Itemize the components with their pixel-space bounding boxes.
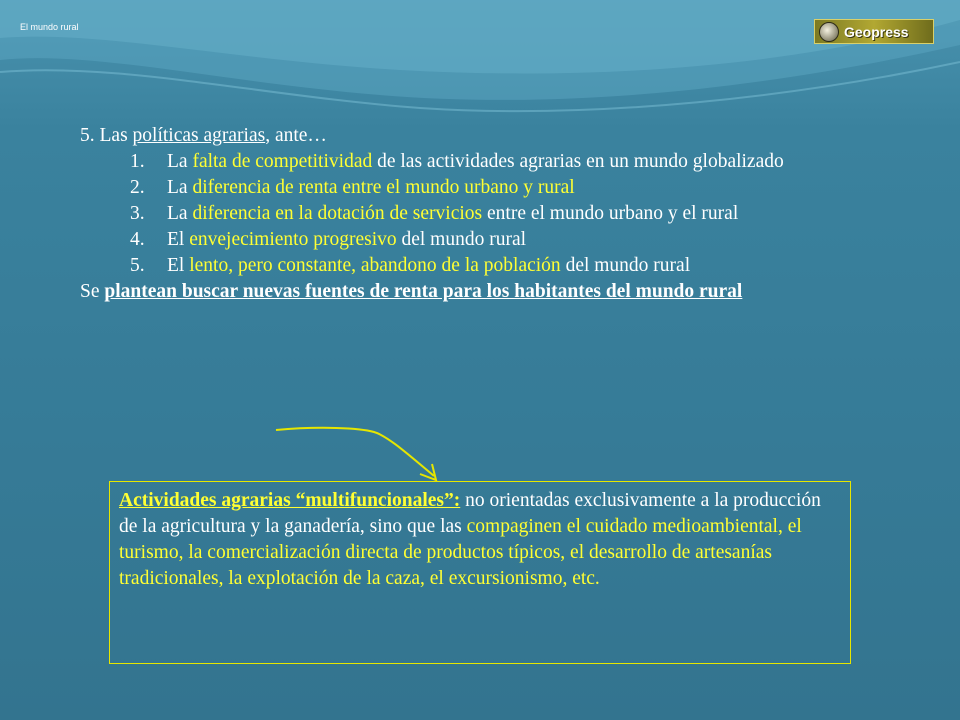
intro-prefix: 5. Las (80, 125, 133, 146)
item-number: 5. (130, 255, 145, 276)
geopress-logo (814, 19, 934, 44)
item-prefix: La (167, 203, 193, 224)
main-content (80, 123, 850, 305)
connector-arrow-icon (270, 420, 450, 490)
item-suffix: entre el mundo urbano y el rural (482, 203, 739, 224)
list-item (80, 149, 850, 175)
list-item (80, 227, 850, 253)
box-text: no orientadas exclusivamente a la producción de la agricultura y la ganadería, sino que las (119, 490, 821, 537)
conclusion-line (80, 279, 850, 305)
item-highlight: falta de competitividad (192, 151, 373, 172)
item-prefix: El (167, 255, 190, 276)
item-highlight: envejecimiento progresivo (189, 229, 397, 250)
item-number: 2. (130, 177, 145, 198)
box-highlight: compaginen el cuidado medioambiental, el turismo, la comercialización directa de productos típicos, el desarrollo de artesanías tradicionales, la explotación de la caza, el excursionismo, etc. (119, 516, 802, 589)
multifunctional-box (109, 481, 851, 664)
logo-emblem-icon (819, 22, 839, 42)
conclusion-prefix: Se (80, 281, 105, 302)
item-number: 1. (130, 151, 145, 172)
item-prefix: La (167, 177, 193, 198)
reasons-list (80, 149, 850, 279)
list-item (80, 201, 850, 227)
list-item (80, 253, 850, 279)
item-suffix: del mundo rural (396, 229, 527, 250)
intro-suffix: , ante… (265, 125, 327, 146)
item-number: 3. (130, 203, 145, 224)
logo-text: Geopress (844, 23, 909, 40)
item-highlight: diferencia en la dotación de servicios (192, 203, 483, 224)
box-title: Actividades agrarias “multifuncionales”: (119, 490, 461, 511)
intro-line (80, 123, 850, 149)
item-highlight: lento, pero constante, abandono de la población (189, 255, 561, 276)
item-prefix: El (167, 229, 190, 250)
item-prefix: La (167, 151, 193, 172)
list-item (80, 175, 850, 201)
item-suffix: de las actividades agrarias en un mundo globalizado (372, 151, 784, 172)
item-suffix: del mundo rural (560, 255, 691, 276)
section-label: El mundo rural (20, 22, 79, 32)
item-number: 4. (130, 229, 145, 250)
conclusion-statement: plantean buscar nuevas fuentes de renta para los habitantes del mundo rural (104, 281, 743, 302)
intro-keyword: políticas agrarias (132, 125, 266, 146)
item-highlight: diferencia de renta entre el mundo urbano y rural (192, 177, 575, 198)
